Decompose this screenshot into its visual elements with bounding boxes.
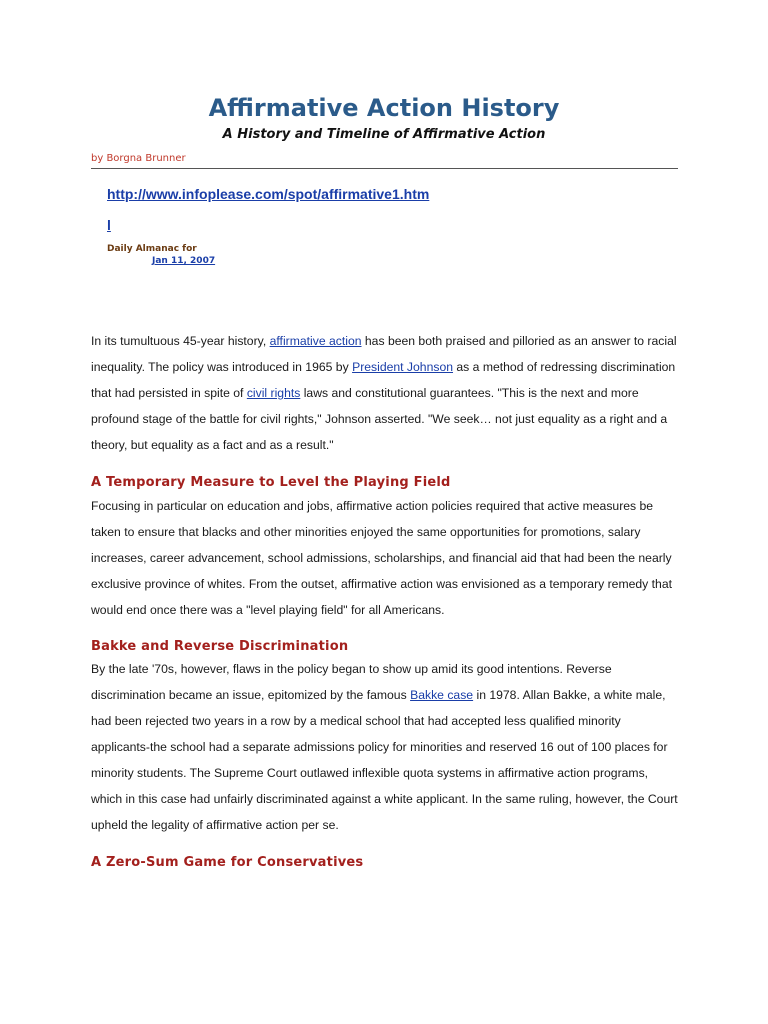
affirmative-action-link[interactable]: affirmative action xyxy=(269,334,362,348)
section-paragraph-bakke xyxy=(91,656,681,838)
source-url-link-tail[interactable]: l xyxy=(107,217,111,233)
president-johnson-link[interactable]: President Johnson xyxy=(352,360,454,374)
bakke-text-2: in 1978. Allan Bakke, a white male, had been rejected two years in a row by a medical school that had accepted less qualified minority applicants-the school had a separate admissions policy for minorities and reserved 16 out of 100 places for minority students. The Supreme Court outlawed inflexible quota systems in affirmative action programs, which in this case had unfairly discriminated against a white applicant. In the same ruling, however, the Court upheld the legality of affirmative action per se. xyxy=(91,688,678,832)
almanac-label: Daily Almanac for xyxy=(107,244,197,254)
civil-rights-link[interactable]: civil rights xyxy=(246,386,301,400)
source-url-link[interactable]: http://www.infoplease.com/spot/affirmative1.htm xyxy=(107,186,430,202)
page-title: Affirmative Action History xyxy=(208,94,560,122)
author-byline: by Borgna Brunner xyxy=(91,153,186,164)
section-heading-level-playing-field: A Temporary Measure to Level the Playing Field xyxy=(91,475,451,490)
header-divider xyxy=(91,168,678,169)
section-paragraph-level-playing-field: Focusing in particular on education and jobs, affirmative action policies required that active measures be taken to ensure that blacks and other minorities enjoyed the same opportunities for promotions, salary increases, career advancement, school admissions, scholarships, and financial aid that had been the nearly exclusive province of whites. From the outset, affirmative action was envisioned as a temporary remedy that would end once there was a "level playing field" for all Americans. xyxy=(91,499,672,617)
intro-text-3: as a method of redressing discrimination that had persisted in spite of xyxy=(91,360,676,400)
intro-text-4: laws and constitutional guarantees. "This is the next and more profound stage of the battle for civil rights," Johnson asserted. "We seek… not just equality as a right and a theory, but equality as a fact and as a result." xyxy=(91,386,668,452)
almanac-date-link[interactable]: Jan 11, 2007 xyxy=(152,256,216,266)
section-heading-bakke: Bakke and Reverse Discrimination xyxy=(91,639,349,654)
bakke-text-1: By the late '70s, however, flaws in the policy began to show up amid its good intentions. Reverse discrimination became an issue, epitomized by the famous xyxy=(91,662,612,702)
intro-paragraph xyxy=(91,328,681,458)
section-heading-zero-sum: A Zero-Sum Game for Conservatives xyxy=(91,855,364,870)
page-subtitle: A History and Timeline of Affirmative Action xyxy=(222,127,546,142)
bakke-case-link[interactable]: Bakke case xyxy=(410,688,474,702)
intro-text-2: has been both praised and pilloried as an answer to racial inequality. The policy was introduced in 1965 by xyxy=(91,334,677,374)
intro-text-1: In its tumultuous 45-year history, xyxy=(91,334,270,348)
